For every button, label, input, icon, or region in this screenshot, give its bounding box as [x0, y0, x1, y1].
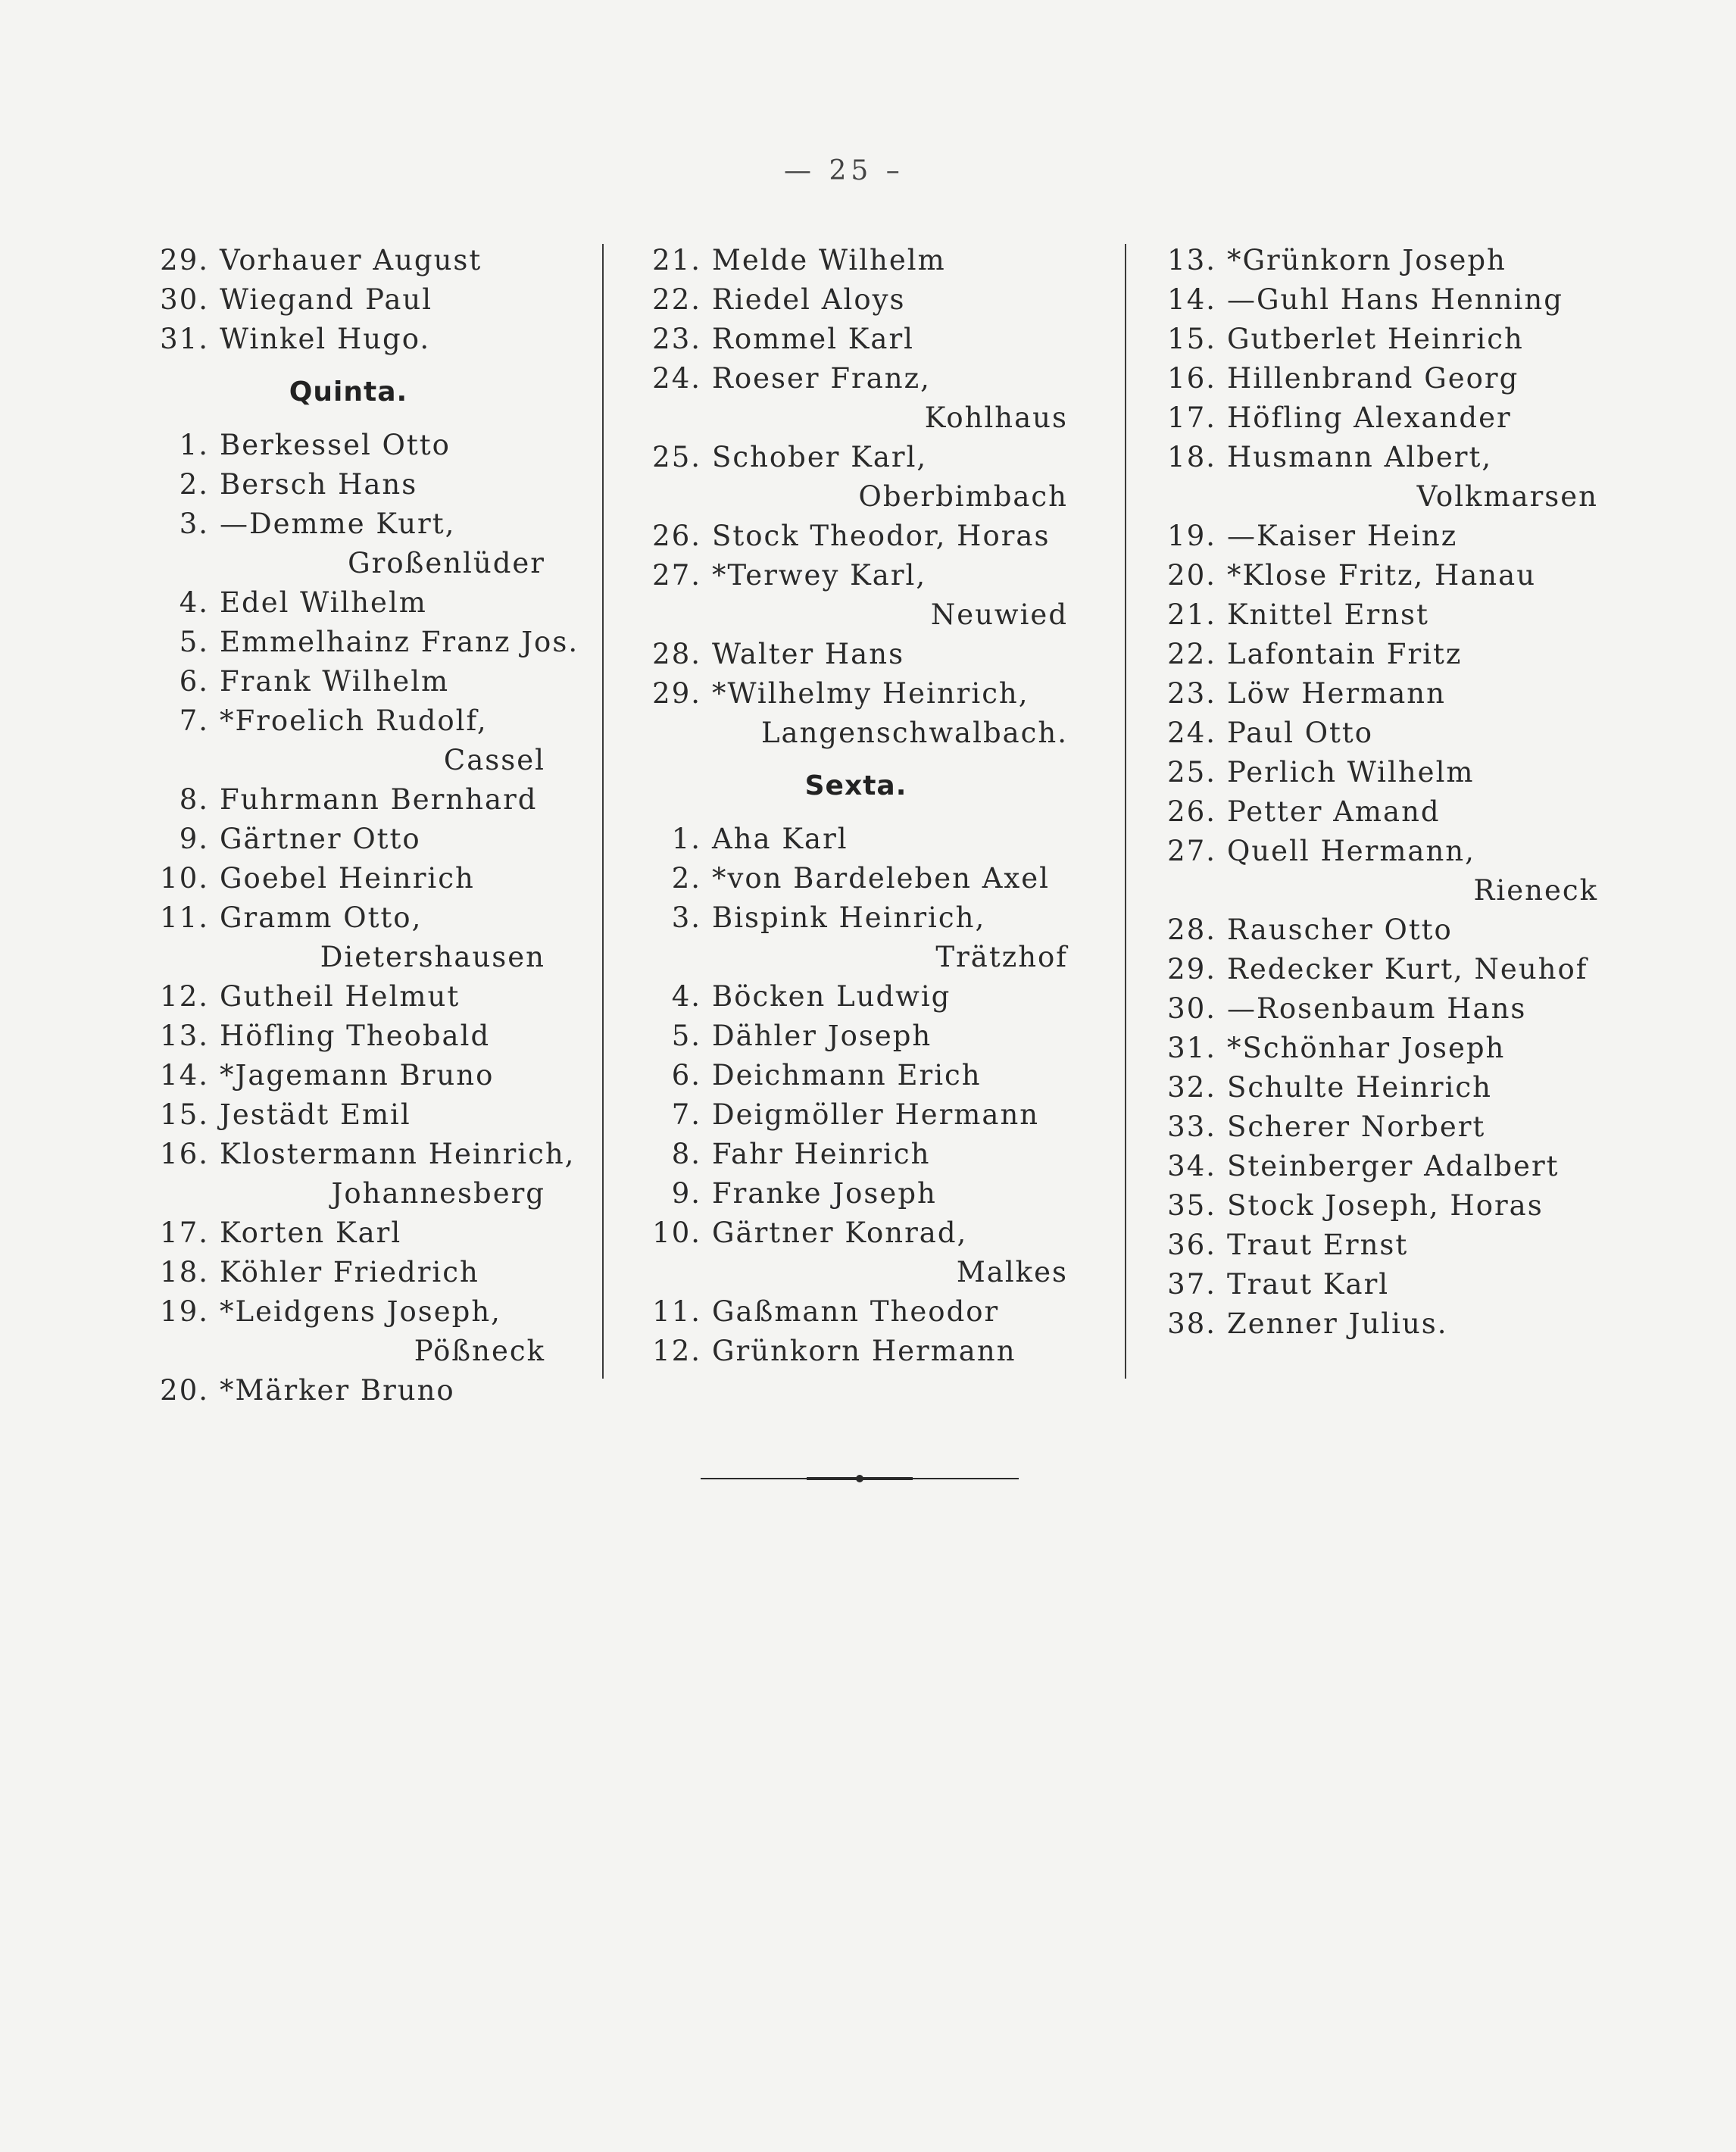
list-item — [644, 859, 1068, 898]
list-item — [1159, 280, 1598, 320]
entry-number: 26. — [652, 520, 701, 552]
entry-name: *Froelich Rudolf, — [220, 704, 488, 737]
entry-name: Böcken Ludwig — [712, 980, 951, 1013]
entry-number: 27. — [652, 559, 701, 592]
list-item — [644, 320, 1068, 359]
entry-name: Jestädt Emil — [220, 1098, 411, 1131]
entry-name: Fahr Heinrich — [712, 1138, 931, 1170]
entry-name: Redecker Kurt, Neuhof — [1227, 953, 1588, 985]
entry-number: 31. — [1167, 1032, 1216, 1064]
entry-number: 2. — [179, 468, 209, 501]
entry-number: 16. — [1167, 362, 1216, 395]
list-item — [151, 1095, 545, 1135]
entry-name: *Klose Fritz, Hanau — [1227, 559, 1537, 592]
entry-number: 19. — [1167, 520, 1216, 552]
entry-number: 8. — [179, 783, 209, 816]
entry-name: Riedel Aloys — [712, 283, 906, 316]
list-item — [644, 674, 1068, 714]
entry-number: 1. — [179, 429, 209, 461]
entry-name: *Terwey Karl, — [712, 559, 927, 592]
entry-name: Walter Hans — [712, 638, 905, 670]
entry-name: Rauscher Otto — [1227, 914, 1453, 946]
entry-name: —Rosenbaum Hans — [1227, 992, 1527, 1025]
list-item — [644, 1095, 1068, 1135]
entry-name: Roeser Franz, — [712, 362, 931, 395]
entry-number: 22. — [652, 283, 701, 316]
list-item — [1159, 792, 1598, 832]
entry-name: Höfling Alexander — [1227, 401, 1512, 434]
entry-name: Emmelhainz Franz Jos. — [220, 626, 579, 658]
entry-name: Knittel Ernst — [1227, 598, 1429, 631]
entry-number: 4. — [179, 586, 209, 619]
entry-place: Oberbimbach — [858, 480, 1068, 513]
list-item — [151, 662, 545, 701]
entry-name: Zenner Julius. — [1227, 1307, 1448, 1340]
list-item — [644, 1292, 1068, 1332]
entry-number: 28. — [1167, 914, 1216, 946]
entry-number: 4. — [671, 980, 701, 1013]
entry-name: Deichmann Erich — [712, 1059, 982, 1092]
list-item — [1159, 320, 1598, 359]
entry-name: Melde Wilhelm — [712, 244, 946, 276]
list-item — [1159, 241, 1598, 280]
section-heading: Quinta. — [289, 376, 408, 408]
entry-number: 2. — [671, 862, 701, 895]
list-item — [151, 1253, 545, 1292]
entry-number: 5. — [671, 1020, 701, 1052]
list-item — [644, 438, 1068, 477]
list-item — [151, 1135, 576, 1174]
entry-name: Petter Amand — [1227, 795, 1441, 828]
list-item — [151, 465, 545, 504]
entry-name: Korten Karl — [220, 1217, 402, 1249]
entry-name: Dähler Joseph — [712, 1020, 932, 1052]
list-item — [1159, 556, 1598, 595]
list-item — [151, 1371, 545, 1410]
entry-name: *Märker Bruno — [220, 1374, 455, 1407]
list-item — [151, 426, 545, 465]
entry-number: 6. — [179, 665, 209, 698]
list-item — [1159, 989, 1598, 1029]
entry-place: Rieneck — [1473, 874, 1598, 907]
entry-number: 26. — [1167, 795, 1216, 828]
entry-number: 37. — [1167, 1268, 1216, 1301]
entry-number: 22. — [1167, 638, 1216, 670]
entry-number: 21. — [652, 244, 701, 276]
entry-name: Goebel Heinrich — [220, 862, 475, 895]
entry-number: 17. — [1167, 401, 1216, 434]
entry-number: 11. — [652, 1295, 701, 1328]
entry-number: 34. — [1167, 1150, 1216, 1182]
entry-name: Lafontain Fritz — [1227, 638, 1463, 670]
entry-name: —Demme Kurt, — [220, 508, 456, 540]
entry-number: 19. — [160, 1295, 209, 1328]
list-item — [1159, 714, 1598, 753]
list-item — [1159, 950, 1598, 989]
entry-name: Paul Otto — [1227, 717, 1374, 749]
entry-name: Hillenbrand Georg — [1227, 362, 1519, 395]
entry-place: Langenschwalbach. — [760, 717, 1068, 749]
entry-name: Traut Karl — [1227, 1268, 1390, 1301]
entry-number: 3. — [179, 508, 209, 540]
entry-number: 29. — [652, 677, 701, 710]
entry-name: Aha Karl — [712, 823, 848, 855]
entry-number: 12. — [160, 980, 209, 1013]
entry-name: Edel Wilhelm — [220, 586, 427, 619]
list-item — [644, 898, 1068, 938]
page-number: — 25 – — [784, 155, 904, 186]
entry-number: 29. — [160, 244, 209, 276]
entry-number: 14. — [1167, 283, 1216, 316]
entry-name: Gramm Otto, — [220, 901, 423, 934]
entry-number: 30. — [160, 283, 209, 316]
entry-number: 18. — [160, 1256, 209, 1288]
list-item — [1159, 1226, 1598, 1265]
entry-number: 23. — [1167, 677, 1216, 710]
list-item — [151, 1017, 545, 1056]
list-item — [644, 635, 1068, 674]
list-item — [1159, 1265, 1598, 1304]
entry-number: 8. — [671, 1138, 701, 1170]
entry-name: Winkel Hugo. — [220, 323, 431, 355]
list-item — [1159, 398, 1598, 438]
entry-name: Traut Ernst — [1227, 1229, 1409, 1261]
entry-number: 12. — [652, 1335, 701, 1367]
list-item — [151, 859, 545, 898]
entry-name: Grünkorn Hermann — [712, 1335, 1016, 1367]
entry-number: 3. — [671, 901, 701, 934]
list-item — [644, 556, 1068, 595]
entry-place: Cassel — [443, 744, 545, 776]
list-item — [151, 623, 579, 662]
column-divider — [602, 244, 604, 1379]
entry-number: 35. — [1167, 1189, 1216, 1222]
entry-place: Großenlüder — [348, 547, 545, 579]
list-item — [151, 280, 545, 320]
list-item — [644, 1213, 1068, 1253]
entry-number: 11. — [160, 901, 209, 934]
list-item — [1159, 1068, 1598, 1107]
entry-name: Bispink Heinrich, — [712, 901, 986, 934]
entry-name: *Leidgens Joseph, — [220, 1295, 501, 1328]
entry-number: 28. — [652, 638, 701, 670]
list-item — [151, 977, 545, 1017]
entry-place: Pößneck — [414, 1335, 545, 1367]
entry-name: Gaßmann Theodor — [712, 1295, 1000, 1328]
list-item — [644, 1017, 1068, 1056]
list-item — [151, 320, 545, 359]
entry-number: 38. — [1167, 1307, 1216, 1340]
list-item — [151, 898, 545, 938]
entry-name: Rommel Karl — [712, 323, 915, 355]
entry-place: Volkmarsen — [1416, 480, 1598, 513]
entry-name: Schulte Heinrich — [1227, 1071, 1492, 1104]
entry-name: *Jagemann Bruno — [220, 1059, 495, 1092]
entry-number: 9. — [179, 823, 209, 855]
entry-name: Vorhauer August — [220, 244, 482, 276]
entry-name: *von Bardeleben Axel — [712, 862, 1051, 895]
entry-number: 15. — [1167, 323, 1216, 355]
entry-number: 14. — [160, 1059, 209, 1092]
entry-number: 10. — [652, 1217, 701, 1249]
entry-number: 23. — [652, 323, 701, 355]
entry-name: —Kaiser Heinz — [1227, 520, 1458, 552]
list-item — [151, 820, 545, 859]
entry-number: 7. — [671, 1098, 701, 1131]
entry-number: 15. — [160, 1098, 209, 1131]
entry-number: 25. — [1167, 756, 1216, 789]
entry-name: Fuhrmann Bernhard — [220, 783, 538, 816]
entry-name: Löw Hermann — [1227, 677, 1446, 710]
entry-number: 25. — [652, 441, 701, 473]
entry-number: 36. — [1167, 1229, 1216, 1261]
entry-number: 27. — [1167, 835, 1216, 867]
entry-name: *Schönhar Joseph — [1227, 1032, 1506, 1064]
entry-name: Quell Hermann, — [1227, 835, 1475, 867]
entry-number: 17. — [160, 1217, 209, 1249]
entry-name: Höfling Theobald — [220, 1020, 491, 1052]
entry-number: 20. — [160, 1374, 209, 1407]
entry-place: Dietershausen — [320, 941, 545, 973]
column-2 — [644, 241, 1068, 1371]
entry-place: Kohlhaus — [924, 401, 1068, 434]
entry-name: Gutberlet Heinrich — [1227, 323, 1524, 355]
list-item — [151, 504, 545, 544]
entry-number: 32. — [1167, 1071, 1216, 1104]
list-item — [1159, 1304, 1598, 1344]
list-item — [644, 280, 1068, 320]
entry-number: 5. — [179, 626, 209, 658]
entry-number: 18. — [1167, 441, 1216, 473]
list-item — [644, 977, 1068, 1017]
entry-number: 24. — [1167, 717, 1216, 749]
list-item — [1159, 832, 1598, 871]
list-item — [151, 1292, 545, 1332]
entry-number: 13. — [160, 1020, 209, 1052]
list-item — [1159, 635, 1598, 674]
list-item — [644, 359, 1068, 398]
column-divider — [1125, 244, 1126, 1379]
list-item — [644, 241, 1068, 280]
entry-place: Neuwied — [930, 598, 1068, 631]
entry-name: Deigmöller Hermann — [712, 1098, 1040, 1131]
entry-name: Klostermann Heinrich, — [220, 1138, 576, 1170]
entry-name: *Grünkorn Joseph — [1227, 244, 1507, 276]
entry-name: Köhler Friedrich — [220, 1256, 479, 1288]
entry-number: 7. — [179, 704, 209, 737]
list-item — [644, 1174, 1068, 1213]
entry-number: 10. — [160, 862, 209, 895]
entry-number: 33. — [1167, 1110, 1216, 1143]
column-1 — [151, 241, 579, 1410]
entry-name: *Wilhelmy Heinrich, — [712, 677, 1029, 710]
entry-number: 9. — [671, 1177, 701, 1210]
list-item — [644, 1056, 1068, 1095]
entry-name: Bersch Hans — [220, 468, 418, 501]
entry-name: Gutheil Helmut — [220, 980, 461, 1013]
entry-number: 24. — [652, 362, 701, 395]
list-item — [151, 701, 545, 741]
entry-number: 1. — [671, 823, 701, 855]
column-3 — [1159, 241, 1598, 1344]
entry-number: 13. — [1167, 244, 1216, 276]
list-item — [644, 1135, 1068, 1174]
entry-name: Wiegand Paul — [220, 283, 433, 316]
list-item — [644, 517, 1068, 556]
entry-name: Scherer Norbert — [1227, 1110, 1486, 1143]
entry-number: 29. — [1167, 953, 1216, 985]
entry-name: Stock Theodor, Horas — [712, 520, 1051, 552]
entry-place: Johannesberg — [331, 1177, 545, 1210]
entry-place: Malkes — [956, 1256, 1068, 1288]
entry-name: Stock Joseph, Horas — [1227, 1189, 1544, 1222]
list-item — [151, 1213, 545, 1253]
entry-number: 30. — [1167, 992, 1216, 1025]
entry-name: —Guhl Hans Henning — [1227, 283, 1563, 316]
list-item — [1159, 595, 1598, 635]
list-item — [1159, 1186, 1598, 1226]
list-item — [1159, 753, 1598, 792]
end-ornament — [701, 1473, 1019, 1484]
section-heading: Sexta. — [804, 770, 907, 801]
list-item — [151, 1056, 545, 1095]
entry-name: Perlich Wilhelm — [1227, 756, 1475, 789]
list-item — [1159, 910, 1598, 950]
list-item — [1159, 359, 1598, 398]
list-item — [644, 820, 1068, 859]
entry-number: 16. — [160, 1138, 209, 1170]
list-item — [151, 241, 545, 280]
list-item — [1159, 517, 1598, 556]
entry-name: Frank Wilhelm — [220, 665, 450, 698]
list-item — [151, 780, 545, 820]
entry-name: Franke Joseph — [712, 1177, 937, 1210]
list-item — [1159, 1029, 1598, 1068]
entry-number: 20. — [1167, 559, 1216, 592]
entry-number: 6. — [671, 1059, 701, 1092]
list-item — [151, 583, 545, 623]
entry-name: Husmann Albert, — [1227, 441, 1493, 473]
entry-number: 21. — [1167, 598, 1216, 631]
list-item — [644, 1332, 1068, 1371]
list-item — [1159, 1147, 1598, 1186]
entry-name: Steinberger Adalbert — [1227, 1150, 1560, 1182]
entry-name: Berkessel Otto — [220, 429, 451, 461]
entry-name: Gärtner Otto — [220, 823, 421, 855]
entry-number: 31. — [160, 323, 209, 355]
list-item — [1159, 1107, 1598, 1147]
list-item — [1159, 438, 1598, 477]
entry-name: Schober Karl, — [712, 441, 928, 473]
list-item — [1159, 674, 1598, 714]
entry-name: Gärtner Konrad, — [712, 1217, 968, 1249]
entry-place: Trätzhof — [935, 941, 1068, 973]
